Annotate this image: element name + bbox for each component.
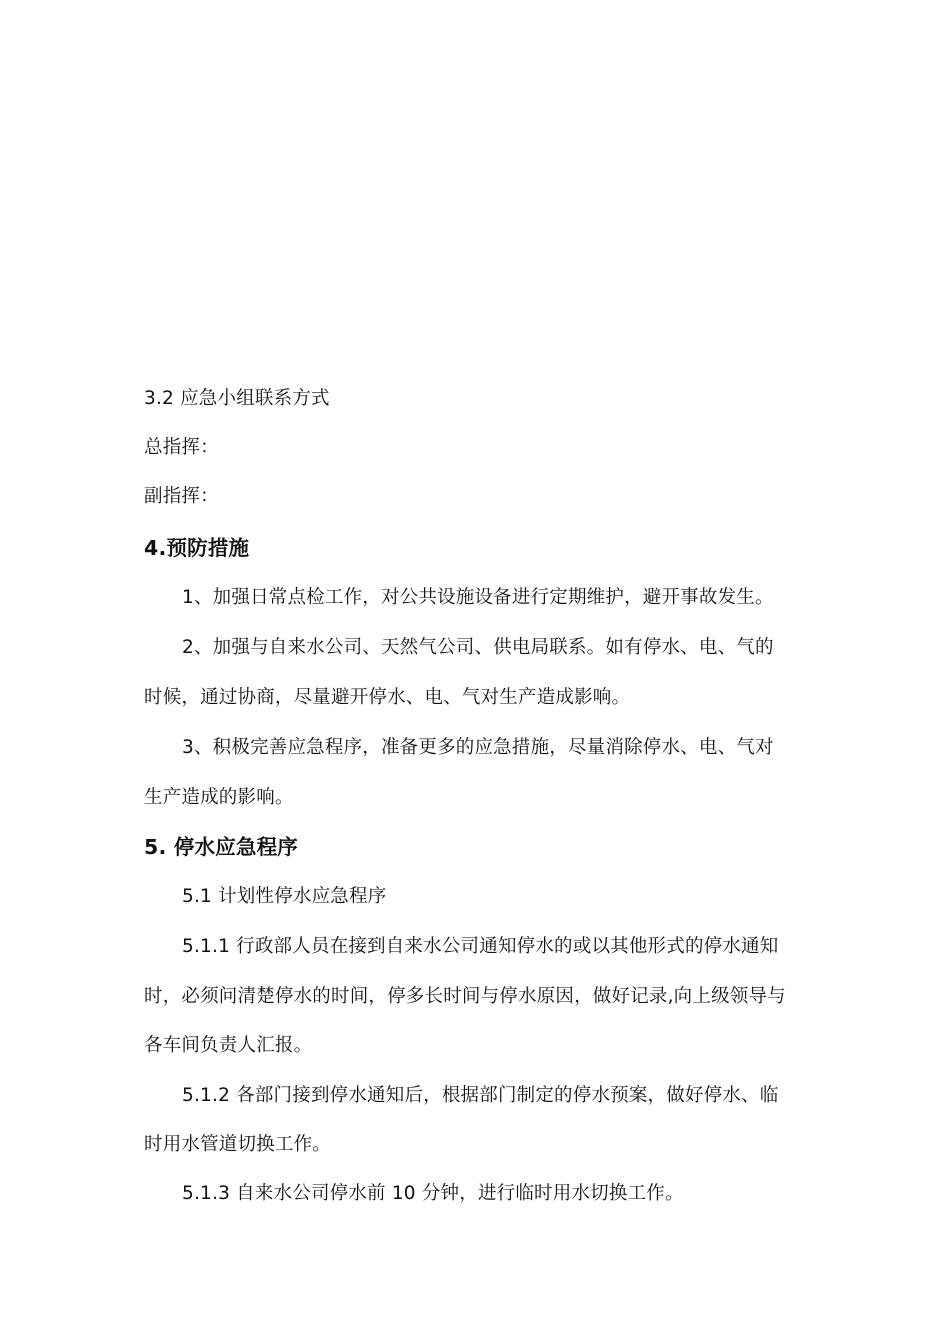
heading-water-outage: 5. 停水应急程序: [144, 835, 298, 859]
commander-label: 总指挥：: [144, 437, 219, 458]
section-title-contact: 3.2 应急小组联系方式: [144, 388, 330, 409]
subsection-title-planned-outage: 5.1 计划性停水应急程序: [182, 886, 387, 907]
prevention-item-2-line-2: 时候，通过协商，尽量避开停水、电、气对生产造成影响。: [144, 687, 631, 708]
paragraph-5-1-1-line-1: 5.1.1 行政部人员在接到自来水公司通知停水的或以其他形式的停水通知: [182, 936, 779, 957]
paragraph-5-1-2-line-1: 5.1.2 各部门接到停水通知后，根据部门制定的停水预案，做好停水、临: [182, 1085, 779, 1106]
heading-prevention: 4.预防措施: [144, 536, 250, 560]
paragraph-5-1-2-line-2: 时用水管道切换工作。: [144, 1134, 332, 1155]
deputy-commander-label: 副指挥：: [144, 486, 219, 507]
paragraph-5-1-1-line-3: 各车间负责人汇报。: [144, 1035, 313, 1056]
paragraph-5-1-3-line-1: 5.1.3 自来水公司停水前 10 分钟，进行临时用水切换工作。: [182, 1183, 684, 1204]
prevention-item-3-line-1: 3、积极完善应急程序，准备更多的应急措施，尽量消除停水、电、气对: [182, 737, 774, 758]
paragraph-5-1-1-line-2: 时，必须问清楚停水的时间，停多长时间与停水原因，做好记录,向上级领导与: [144, 986, 786, 1007]
prevention-item-2-line-1: 2、加强与自来水公司、天然气公司、供电局联系。如有停水、电、气的: [182, 637, 774, 658]
prevention-item-1: 1、加强日常点检工作，对公共设施设备进行定期维护，避开事故发生。: [182, 587, 774, 608]
prevention-item-3-line-2: 生产造成的影响。: [144, 787, 294, 808]
